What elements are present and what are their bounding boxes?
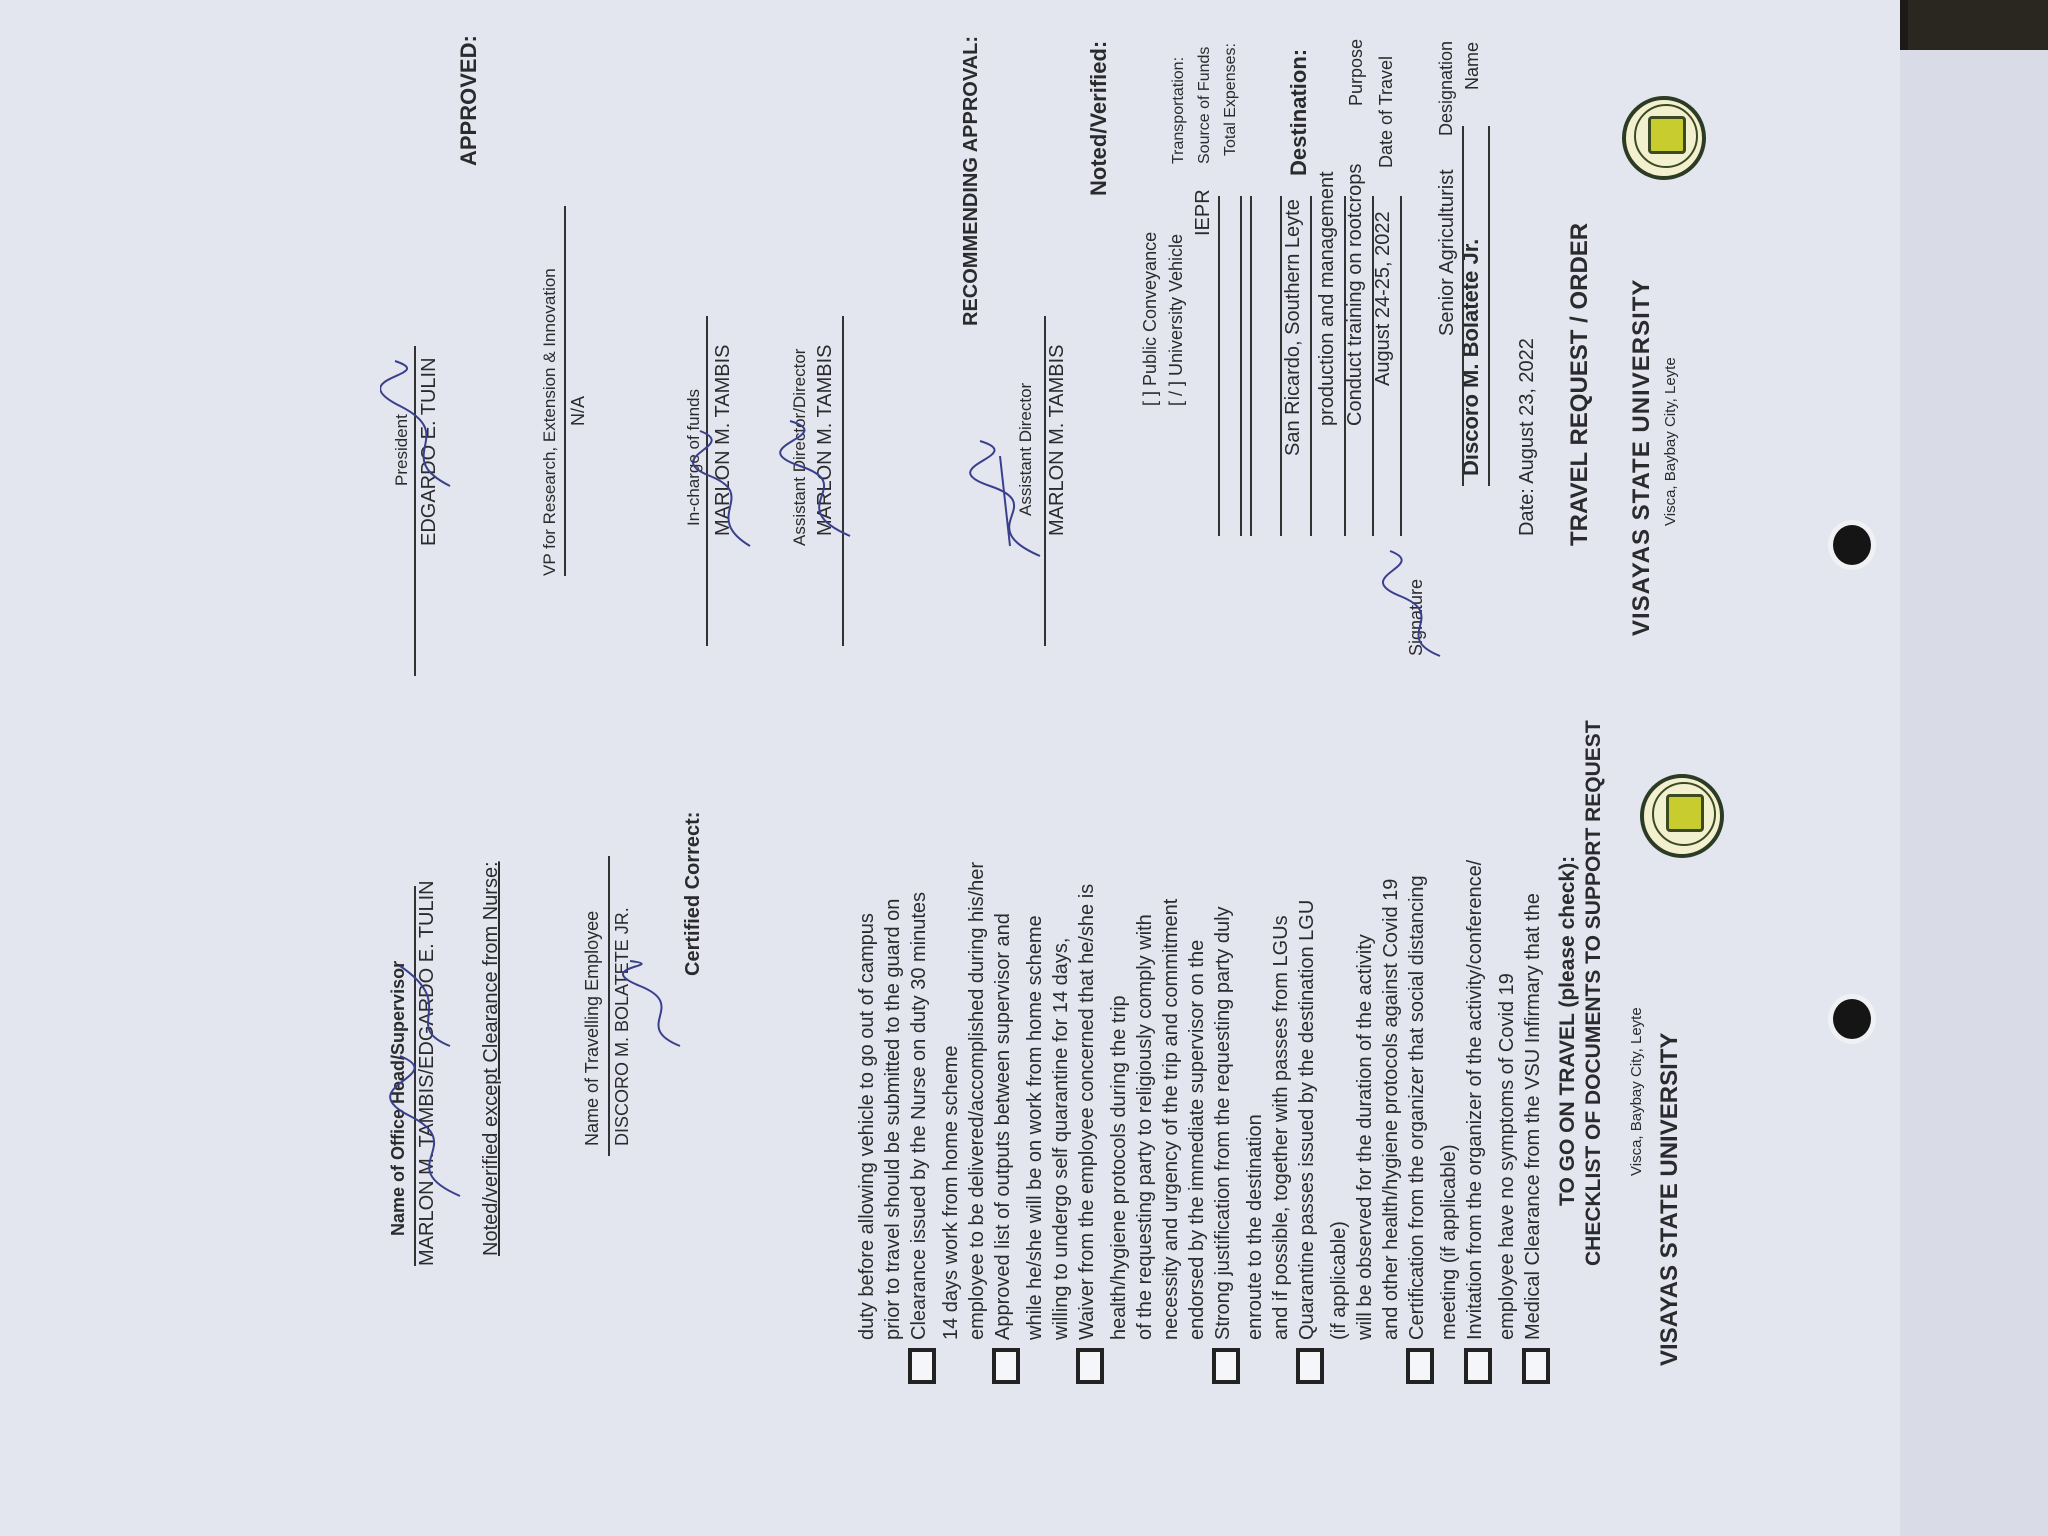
employee-line <box>608 856 610 1156</box>
destination-line-1 <box>1310 196 1312 536</box>
approved-title: President <box>392 414 411 486</box>
checklist-item-line: willing to undergo self quarantine for 14 days, <box>1050 937 1072 1340</box>
checklist-checkbox[interactable] <box>992 1348 1020 1384</box>
checklist-item-line: Certification from the organizer that social distancing <box>1406 875 1428 1340</box>
approved-label: APPROVED: <box>456 35 481 166</box>
checklist-title-2: TO GO ON TRAVEL (please check): <box>1556 855 1579 1206</box>
checklist-checkbox[interactable] <box>908 1348 936 1384</box>
employee-name: DISCORO M. BOLATETE JR. <box>612 907 632 1146</box>
recommend-name-1: MARLON M. TAMBIS <box>814 344 836 536</box>
destination-label: Destination: <box>1286 48 1311 176</box>
signature-label: Signature <box>1406 578 1426 656</box>
recommend-title-1: Assistant Director/Director <box>790 348 809 546</box>
transport-option-university: [ / ] University Vehicle <box>1166 233 1186 406</box>
request-date: Date: August 23, 2022 <box>1516 338 1538 536</box>
university-seal-logo <box>1622 96 1706 180</box>
purpose-line-2: production and management <box>1316 171 1338 426</box>
checklist-item-line: duty before allowing vehicle to go out of campus <box>856 913 878 1340</box>
recommend-title-3: VP for Research, Extension & Innovation <box>540 268 559 576</box>
checklist-checkbox[interactable] <box>1522 1348 1550 1384</box>
source-of-funds-label: Source of Funds <box>1196 46 1213 164</box>
designation-label: Designation <box>1436 40 1456 136</box>
checklist-item-line: endorsed by the immediate supervisor on the <box>1186 939 1208 1340</box>
checklist-item-line: (if applicable) <box>1328 1221 1350 1340</box>
employee-caption: Name of Travelling Employee <box>582 910 602 1146</box>
checklist-seal-logo <box>1640 774 1724 858</box>
checklist-checkbox[interactable] <box>1296 1348 1324 1384</box>
checklist-item-line: health/hygiene protocols during the trip <box>1108 995 1130 1340</box>
date-of-travel-line <box>1400 196 1402 536</box>
checklist-checkbox[interactable] <box>1464 1348 1492 1384</box>
checklist-item-line: of the requesting party to religiously comply with <box>1134 914 1156 1340</box>
date-of-travel-label: Date of Travel <box>1376 55 1396 168</box>
noted-name: MARLON M. TAMBIS <box>1046 344 1068 536</box>
recommend-line-3 <box>564 206 566 576</box>
certified-label: Certified Correct: <box>682 811 704 976</box>
employee-signature <box>620 956 700 1056</box>
designation-value: Senior Agriculturist <box>1436 169 1458 336</box>
checklist-item-line: Strong justification from the requesting party duly <box>1212 906 1234 1340</box>
recommending-label: RECOMMENDING APPROVAL: <box>960 36 982 326</box>
head-signature <box>380 946 480 1206</box>
recommend-signature-2 <box>690 426 770 556</box>
form-title: TRAVEL REQUEST / ORDER <box>1566 222 1593 546</box>
checklist-item-line: Waiver from the employee concerned that he/she is <box>1076 883 1098 1340</box>
checklist-item-line: prior to travel should be submitted to the guard on <box>882 898 904 1340</box>
checklist-title-1: CHECKLIST OF DOCUMENTS TO SUPPORT REQUEST <box>1582 720 1605 1266</box>
traveller-signature <box>1380 546 1460 666</box>
source-of-funds-line <box>1218 196 1220 536</box>
checklist-item-line: 14 days work from home scheme <box>940 1045 962 1340</box>
name-label: Name <box>1462 41 1482 90</box>
designation-line <box>1462 126 1464 486</box>
checklist-checkbox[interactable] <box>1076 1348 1104 1384</box>
checklist-university-name: VISAYAS STATE UNIVERSITY <box>1656 1032 1683 1366</box>
checklist-item-line: enroute to the destination <box>1244 1114 1266 1340</box>
purpose-underline-1 <box>1372 196 1374 536</box>
noted-title: Assistant Director <box>1016 382 1035 516</box>
source-of-funds-value: IEPR <box>1192 189 1214 236</box>
checklist-item-line: and other health/hygiene protocols against Covid 19 <box>1380 878 1402 1340</box>
approved-signature <box>380 356 470 496</box>
transportation-label: Transportation: <box>1170 56 1187 164</box>
purpose-underline-2 <box>1344 196 1346 536</box>
checklist-item-line: meeting (if applicable) <box>1438 1144 1460 1340</box>
recommend-name-2: MARLON M. TAMBIS <box>712 344 734 536</box>
purpose-line-1: Conduct training on rootcrops <box>1344 163 1366 426</box>
date-of-travel-value: August 24-25, 2022 <box>1372 211 1394 386</box>
destination-value: San Ricardo, Southern Leyte <box>1282 199 1304 456</box>
checklist-item-line: employee to be delivered/accomplished during his/her <box>966 861 988 1340</box>
university-address: Visca, Baybay City, Leyte <box>1662 357 1679 526</box>
checklist-item-line: while he/she will be on work from home scheme <box>1024 915 1046 1340</box>
checklist-item-line: Quarantine passes issued by the destination LGU <box>1296 899 1318 1340</box>
checklist-item-line: Medical Clearance from the VSU Infirmary that the <box>1522 893 1544 1340</box>
vp-na: N/A <box>568 395 588 426</box>
noted-signature <box>960 436 1060 566</box>
recommend-title-2: In-charge of funds <box>684 388 703 526</box>
recommend-signature-1 <box>770 416 870 546</box>
total-expenses-line <box>1240 196 1242 536</box>
head-caption: Name of Office Head/Supervisor <box>388 960 408 1236</box>
destination-line-2 <box>1280 196 1282 536</box>
transport-option-public: [ ] Public Conveyance <box>1140 231 1160 406</box>
checklist-item-line: necessity and urgency of the trip and commitment <box>1160 898 1182 1340</box>
noted-nurse-label: Noted/verified except Clearance from Nurse: <box>480 861 502 1256</box>
checklist-item-line: Approved list of outputs between supervisor and <box>992 913 1014 1340</box>
checklist-item-line: and if possible, together with passes from LGUs <box>1270 915 1292 1340</box>
checklist-university-address: Visca, Baybay City, Leyte <box>1628 1007 1645 1176</box>
noted-label: Noted/Verified: <box>1086 40 1111 196</box>
head-names: MARLON M. TAMBIS/EDGARDO E. TULIN <box>416 880 438 1266</box>
checklist-item-line: Invitation from the organizer of the activity/conference/ <box>1464 859 1486 1340</box>
name-value: Discoro M. Bolatete Jr. <box>1458 238 1483 476</box>
name-line <box>1488 126 1490 486</box>
purpose-label: Purpose <box>1346 38 1366 106</box>
total-expenses-label: Total Expenses: <box>1222 43 1239 156</box>
approved-name: EDGARDO E. TULIN <box>418 357 440 546</box>
checklist-item-line: will be observed for the duration of the activity <box>1354 934 1376 1340</box>
checklist-item-line: employee have no symptoms of Covid 19 <box>1496 973 1518 1340</box>
checklist-checkbox[interactable] <box>1212 1348 1240 1384</box>
destination-line-3 <box>1250 196 1252 536</box>
checklist-checkbox[interactable] <box>1406 1348 1434 1384</box>
university-name: VISAYAS STATE UNIVERSITY <box>1628 278 1655 636</box>
checklist-item-line: Clearance issued by the Nurse on duty 30 minutes <box>908 891 930 1340</box>
